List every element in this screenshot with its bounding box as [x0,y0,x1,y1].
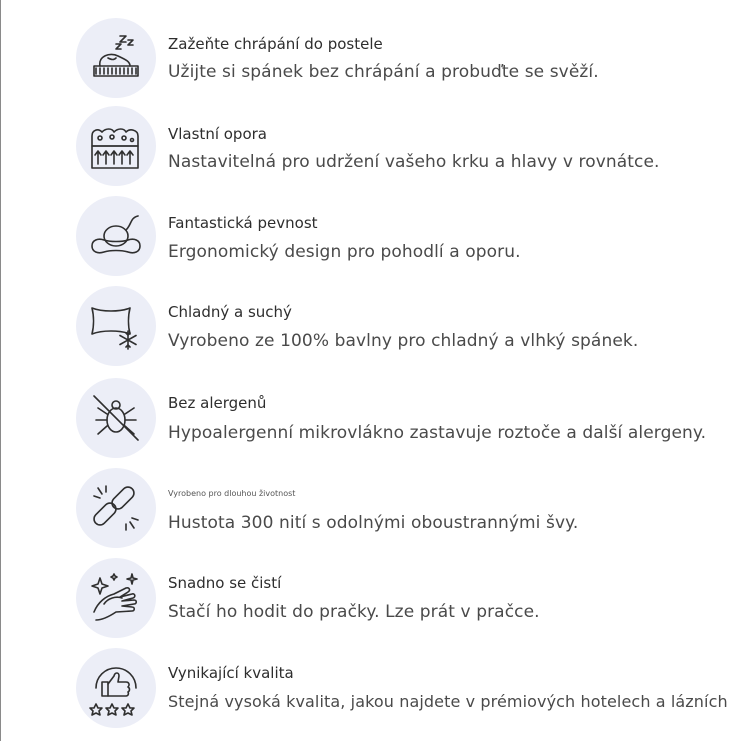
feature-title: Zažeňte chrápání do postele [168,35,383,53]
feature-title: Snadno se čistí [168,574,282,592]
no-mite-icon [76,378,156,458]
feature-title: Vlastní opora [168,125,267,143]
feature-description: Stačí ho hodit do pračky. Lze prát v pračce. [168,602,540,622]
feature-title: Vynikající kvalita [168,664,294,682]
feature-item-allergen-free [0,372,741,462]
feature-description: Nastavitelná pro udržení vašeho krku a hlavy v rovnátce. [168,152,660,172]
feature-description: Stejná vysoká kvalita, jakou najdete v prémiových hotelech a lázních [168,692,728,711]
feature-title: Bez alergenů [168,394,267,412]
feature-item-support [0,100,741,190]
pillow-snowflake-icon [76,286,156,366]
feature-description: Užijte si spánek bez chrápání a probuďte se svěží. [168,62,599,82]
feature-item-easy-clean [0,552,741,642]
feature-title: Vyrobeno pro dlouhou životnost [168,489,296,498]
feature-item-cool-dry [0,280,741,370]
memory-foam-support-icon [76,106,156,186]
washing-hands-icon [76,558,156,638]
feature-item-quality [0,642,741,732]
feature-title: Fantastická pevnost [168,214,318,232]
feature-description: Hypoalergenní mikrovlákno zastavuje roztoče a další alergeny. [168,423,707,443]
feature-title: Chladný a suchý [168,303,292,321]
thumbs-up-stars-icon [76,648,156,728]
feature-description: Ergonomický design pro pohodlí a oporu. [168,242,521,262]
snoring-mattress-icon [76,18,156,98]
chain-link-icon [76,468,156,548]
head-on-pillow-icon [76,196,156,276]
feature-item-snoring [0,12,741,102]
feature-description: Hustota 300 nití s odolnými oboustrannými švy. [168,513,579,533]
feature-item-firmness [0,190,741,280]
feature-description: Vyrobeno ze 100% bavlny pro chladný a vlhký spánek. [168,331,639,351]
feature-item-durability [0,462,741,552]
